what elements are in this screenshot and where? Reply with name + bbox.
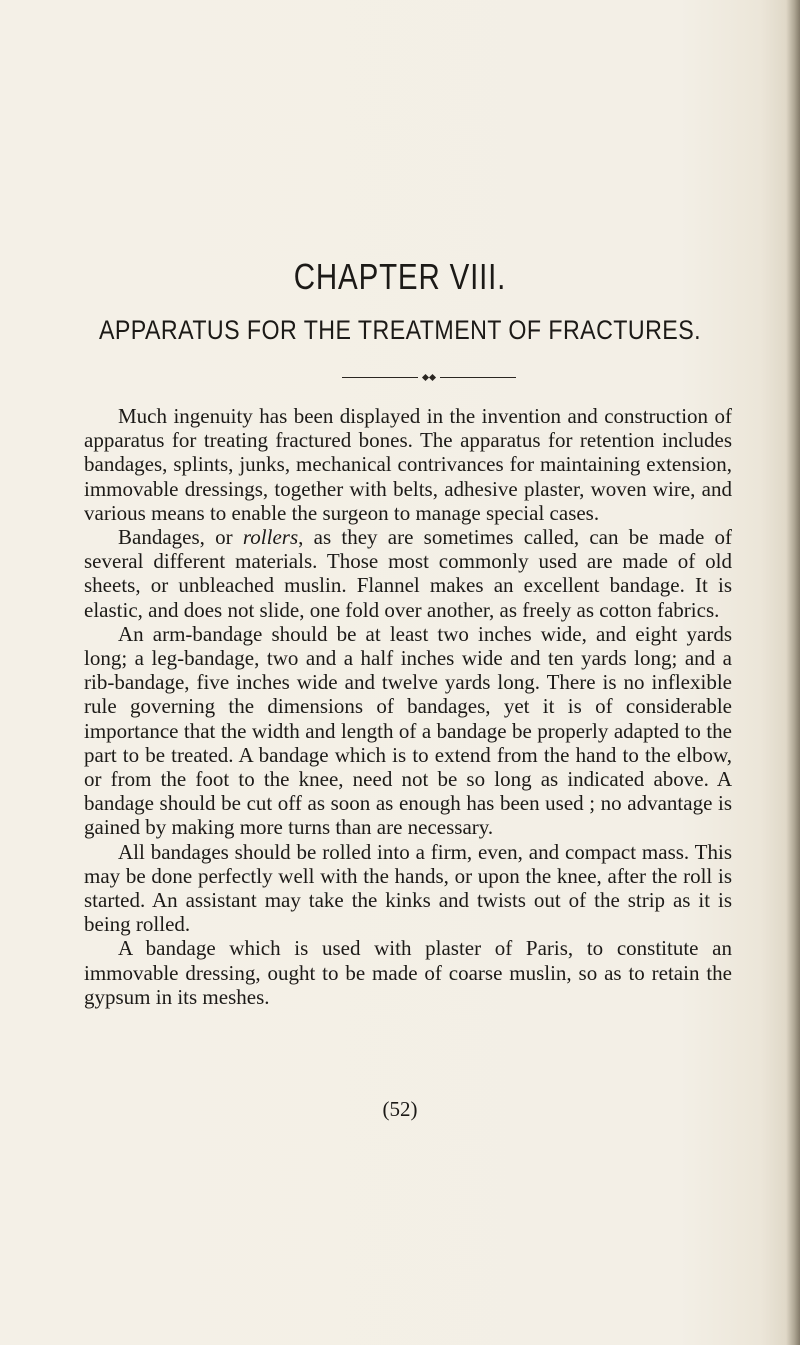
paragraph-4: All bandages should be rolled into a firm, even, and compact mass. This may be done perfectly well with the hands, or upon the knee, after the roll is started. An assistant may take the kinks and twists out of the strip as it is being rolled. [84, 839, 732, 937]
body-text [84, 404, 732, 1009]
page-edge-shadow [786, 0, 800, 1345]
paragraph-5: A bandage which is used with plaster of Paris, to constitute an immovable dressing, ought to be made of coarse muslin, so as to retain the gypsum in its meshes. [84, 936, 732, 1009]
rollers-term: rollers [242, 525, 299, 550]
paragraph-2-rest: , as they are sometimes called, can be made of several different materials. Those most commonly used are made of old sheets, or unbleached muslin. Flannel makes an excellent bandage. It is elastic, and does not slide, one fold over another, as freely as cotton fabrics. [84, 525, 733, 622]
chapter-subtitle: APPARATUS FOR THE TREATMENT OF FRACTURES. [98, 315, 702, 345]
page-number: (52) [382, 1097, 418, 1121]
paragraph-2 [84, 525, 732, 622]
divider-line-right [440, 377, 516, 378]
paragraph-3: An arm-bandage should be at least two inches wide, and eight yards long; a leg-bandage, two and a half inches wide and ten yards long; and a rib-bandage, five inches wide and twelve yards long. There is no inflexible rule governing the dimensions of bandages, yet it is of considerable importance that the width and length of a bandage be properly adapted to the part to be treated. A bandage which is to extend from the hand to the elbow, or from the foot to the knee, need not be so long as indicated above. A bandage should be cut off as soon as enough has been used ; no advantage is gained by making more turns than are necessary. [84, 621, 732, 840]
divider-diamond-icon [429, 374, 436, 381]
section-divider-ornament [342, 374, 516, 382]
divider-line-left [342, 377, 418, 378]
paragraph-1: Much ingenuity has been displayed in the invention and construction of apparatus for treating fractured bones. The apparatus for retention includes bandages, splints, junks, mechanical contrivances for maintaining extension, immovable dressings, together with belts, adhesive plaster, woven wire, and various means to enable the surgeon to manage special cases. [84, 404, 732, 525]
paragraph-2-start: Bandages, or [118, 525, 243, 550]
chapter-title: CHAPTER VIII. [293, 256, 507, 297]
